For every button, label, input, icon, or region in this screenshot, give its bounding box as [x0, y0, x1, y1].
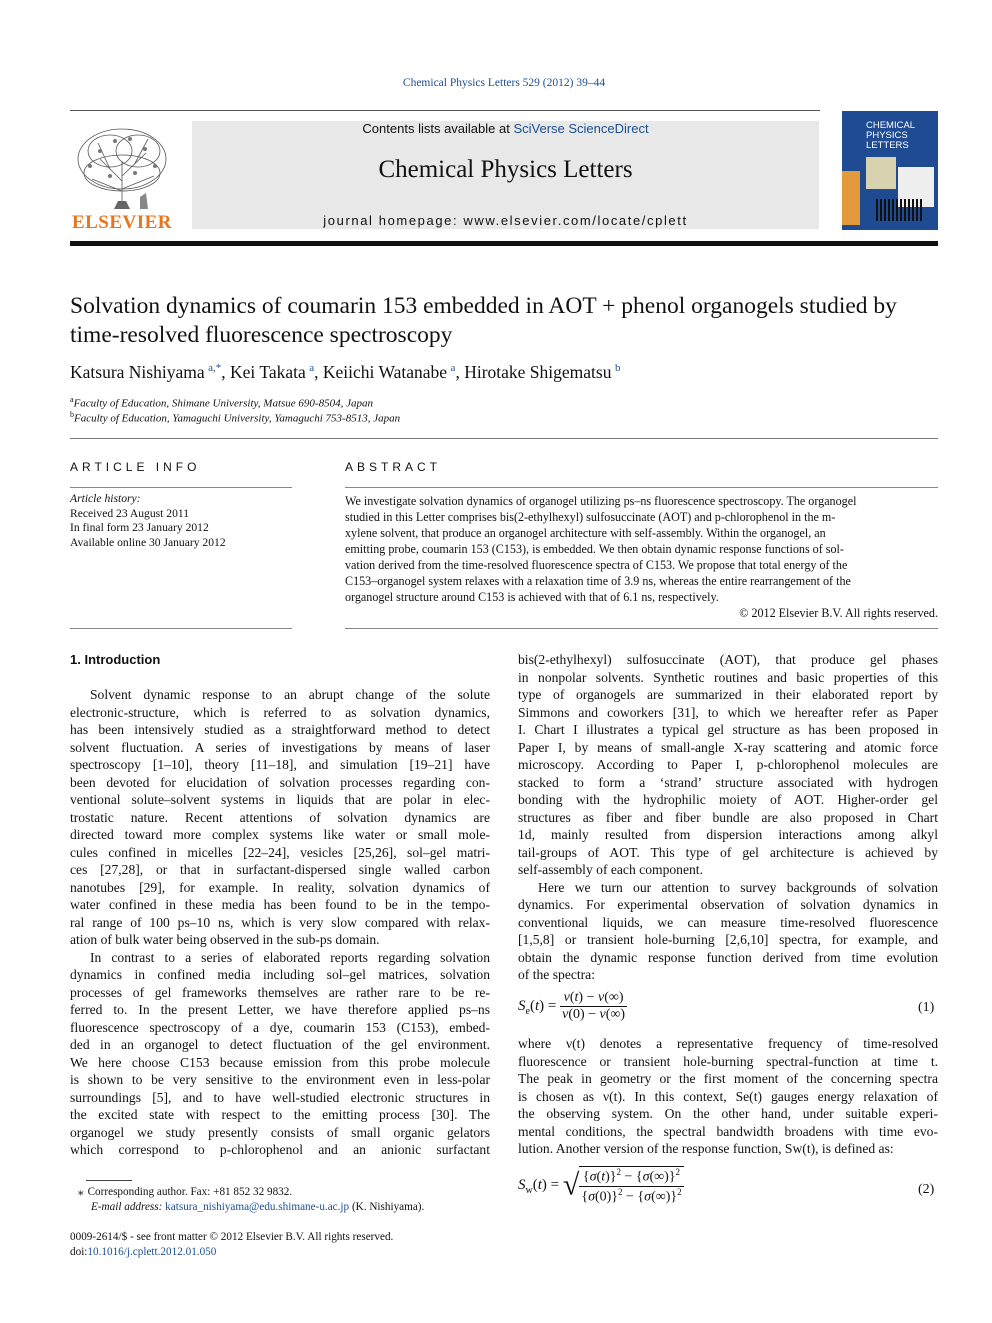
abstract-bottom-rule — [345, 628, 938, 629]
equation-1: $S_e(t)$ = $\frac{\nu(t) - \nu(\infty)}{\nu(0) - \nu(\infty)}$ — [518, 990, 626, 1022]
body-text-line: ral range of 100 ps–10 ns, which is very slow compared with relax- — [70, 914, 490, 930]
affiliation-text: Faculty of Education, Shimane University, Matsue 690-8504, Japan — [73, 397, 373, 410]
doi-link[interactable]: 10.1016/j.cplett.2012.01.050 — [87, 1246, 217, 1258]
body-text-line: which correspond to p-chlorophenol and an anionic surfactant — [70, 1142, 490, 1157]
body-text-line: ation of bulk water being observed in the sub-ps domain. — [70, 932, 380, 947]
body-text-line: the observing system. On the other hand, under suitable experi- — [518, 1106, 938, 1121]
header-rule — [70, 241, 938, 246]
body-text-line: surroundings [5], and to have well-studied electronic structures in — [70, 1089, 490, 1105]
body-text-line: has been intensively studied as a straightforward method to detect — [70, 722, 490, 737]
author-affil-sup[interactable]: a,* — [208, 362, 222, 375]
body-text-line: the excited state with respect to the emitting process [30]. The — [70, 1107, 490, 1122]
journal-reference[interactable]: Chemical Physics Letters 529 (2012) 39–44 — [402, 77, 606, 89]
article-history — [70, 492, 226, 550]
body-text-line: ces [27,28], or that in surfactant-dispersed single walled carbon — [70, 862, 490, 877]
abstract-copyright: © 2012 Elsevier B.V. All rights reserved. — [739, 606, 938, 620]
abstract-text — [345, 493, 938, 621]
body-text-line: Solvent dynamic response to an abrupt change of the solute — [90, 687, 490, 702]
affiliation — [70, 395, 373, 410]
abstract-line: C153–organogel system relaxes with a relaxation time of 3.9 ns, whereas the entire rearrangement of the — [345, 574, 851, 588]
footnote-email — [91, 1200, 424, 1215]
corresponding-text: Corresponding author. Fax: +81 852 32 9832. — [87, 1186, 293, 1198]
body-text-line: nanotubes [29], for example. In reality, solvation dynamics of — [70, 879, 490, 895]
body-text-line: In contrast to a series of elaborated reports regarding solvation — [90, 949, 490, 965]
body-text-line: in nonpolar solvents. Synthetic routines and basic properties of this — [518, 669, 938, 685]
body-text-line: Here we turn our attention to survey backgrounds of solvation — [538, 879, 938, 895]
journal-title: Chemical Physics Letters — [378, 156, 633, 183]
body-text-line: ded in an organogel to detect fluctuation of the gel environment. — [70, 1037, 490, 1052]
body-text-line: electronic-structure, which is referred to as solvation dynamics, — [70, 704, 490, 720]
intro-right-column-b — [518, 1035, 938, 1158]
abstract-heading: ABSTRACT — [345, 460, 442, 474]
contents-line — [192, 121, 819, 136]
affiliation-text: Faculty of Education, Yamaguchi University, Yamaguchi 753-8513, Japan — [74, 412, 401, 425]
equation-2: $S_w(t)$ = √ $\frac{\{\sigma(t)\}^2 - \{\sigma(\infty)\}^2}{\{\sigma(0)\}^2 - \{\sigma(\infty)\}^2}$ — [518, 1167, 682, 1205]
affiliation — [70, 410, 400, 425]
doi-label: doi: — [70, 1246, 88, 1258]
body-text-line: cules confined in micelles [22–24], vesicles [25,26], sol–gel matri- — [70, 844, 490, 860]
author-affil-sup[interactable]: a — [309, 362, 315, 375]
body-text-line: solvent fluctuation. A series of investigations by means of laser — [70, 739, 490, 755]
body-text-line: Simmons and coworkers [31], to which we hereafter refer as Paper — [518, 704, 938, 720]
body-text-line: structures as fiber and fiber bundle are also proposed in Chart — [518, 809, 938, 825]
body-text-line: microscopy. According to Paper I, p-chlorophenol molecules are — [518, 757, 938, 772]
cover-title-line: CHEMICAL — [866, 120, 916, 131]
email-label: E-mail address: — [91, 1201, 163, 1213]
eq1-fraction: $\frac{\nu(t) - \nu(\infty)}{\nu(0) - \nu(\infty)}$ — [562, 990, 626, 1022]
body-text-line: mental conditions, the spectral bandwidth broadens with time evo- — [518, 1123, 938, 1139]
history-received: Received 23 August 2011 — [70, 506, 190, 520]
equation-1-number: (1) — [918, 1000, 935, 1015]
abstract-line: emitting probe, coumarin 153 (C153), is embedded. We then obtain dynamic response functions of sol- — [345, 542, 844, 556]
author-name: Katsura Nishiyama — [70, 362, 205, 382]
body-text-line: where ν(t) denotes a representative frequency of time-resolved — [518, 1036, 938, 1051]
history-online: Available online 30 January 2012 — [70, 535, 226, 549]
author-affil-sup[interactable]: a — [450, 362, 456, 375]
body-text-line: organogel we study presently consists of small organic gelators — [70, 1124, 490, 1140]
article-title: Solvation dynamics of coumarin 153 embedded in AOT + phenol organogels studied by time-resolved fluorescence spectroscopy — [70, 293, 897, 348]
doi-line — [70, 1245, 216, 1260]
email-link[interactable]: katsura_nishiyama@edu.shimane-u.ac.jp — [165, 1201, 350, 1213]
intro-left-column — [70, 686, 490, 1159]
author-name: Hirotake Shigematsu — [464, 362, 612, 382]
body-text-line: directed toward more complex systems like water or small mole- — [70, 827, 490, 842]
body-text-line: dynamics. For experimental observation of solvation dynamics in — [518, 897, 938, 912]
abstract-line: organogel structure around C153 is achieved with that of 6.1 ns, respectively. — [345, 590, 719, 604]
affiliation-sup: a — [70, 395, 74, 404]
body-text-line: bis(2-ethylhexyl) sulfosuccinate (AOT), that produce gel phases — [518, 652, 938, 667]
body-text-line: I. Chart I illustrates a typical gel structure as has been proposed in — [518, 722, 938, 737]
body-text-line: fluorescence or transient hole-burning spectral-function at time t. — [518, 1053, 938, 1069]
author-name: Keiichi Watanabe — [322, 362, 448, 382]
body-text-line: ferred to. In the present Letter, we have therefore applied ps–ns — [70, 1002, 490, 1017]
intro-heading: 1. Introduction — [70, 652, 161, 667]
body-text-line: lution. Another version of the response function, Sw(t), is defined as: — [518, 1141, 894, 1156]
footnote-rule — [86, 1180, 132, 1181]
body-text-line: is chosen as ν(t). In this context, Se(t) gauges energy relaxation of — [518, 1088, 938, 1104]
issn-line: 0009-2614/$ - see front matter © 2012 Elsevier B.V. All rights reserved. — [70, 1231, 394, 1243]
top-rule — [70, 110, 820, 111]
body-text-line: Paper I, by means of small-angle X-ray scattering and atomic force — [518, 739, 938, 755]
body-text-line: obtain the dynamic response function derived from time evolution — [518, 949, 938, 965]
journal-homepage[interactable]: journal homepage: www.elsevier.com/locate/cplett — [323, 213, 688, 228]
body-text-line: trostatic nature. Recent attentions of solvation dynamics are — [70, 809, 490, 825]
eq2-fraction: $\frac{\{\sigma(t)\}^2 - \{\sigma(\infty)\}^2}{\{\sigma(0)\}^2 - \{\sigma(\infty)\}^2}$ — [581, 1167, 682, 1205]
author-list: Katsura Nishiyama $^{a,*}$, Kei Takata $^a$, Keiichi Watanabe $^a$, Hirotake Shigematsu $^b$ — [70, 362, 621, 382]
body-text-line: been devoted for elucidation of solvation processes regarding con- — [70, 774, 490, 790]
body-text-line: type of organogels are summarized in their elaborated report by — [518, 687, 938, 702]
body-text-line: conventional liquids, we can measure time-resolved fluorescence — [518, 914, 938, 930]
body-text-line: water confined in these media has been found to be in the tempo- — [70, 897, 490, 912]
affiliation-sup: b — [70, 410, 74, 419]
body-text-line: of the spectra: — [518, 967, 595, 982]
cover-graphic — [842, 111, 938, 230]
body-text-line: is shown to be very sensitive to the environment even in less-polar — [70, 1072, 490, 1087]
body-text-line: ventional solute–solvent systems in liquids that are polar in elec- — [70, 792, 490, 807]
body-text-line: fluorescence spectroscopy of a dye, coumarin 153 (C153), embed- — [70, 1019, 490, 1035]
abstract-line: xylene solvent, that produce an organogel architecture with self-assembly. Within the organogel, an — [345, 526, 826, 540]
article-info-heading: ARTICLE INFO — [70, 460, 201, 474]
body-text-line: bonding with the hydrophilic moiety of AOT. Higher-order gel — [518, 792, 938, 807]
abstract-line: vation derived from the time-resolved fluorescence spectra of C153. We propose that total energy of the — [345, 558, 848, 572]
footnote-corresponding: ⁎ Corresponding author. Fax: +81 852 32 9832. — [78, 1186, 293, 1198]
body-text-line: [1,5,8] or transient hole-burning [2,6,10] spectra, for example, and — [518, 932, 938, 947]
sciencedirect-link[interactable]: SciVerse ScienceDirect — [513, 121, 649, 136]
email-suffix: (K. Nishiyama). — [351, 1201, 425, 1213]
author-name: Kei Takata — [230, 362, 306, 382]
journal-cover — [842, 111, 938, 230]
body-text-line: spectroscopy [1–10], theory [11–18], and simulation [19–21] have — [70, 757, 490, 772]
section-rule — [70, 438, 938, 439]
cover-title-line: LETTERS — [866, 140, 909, 151]
body-text-line: The peak in geometry or the first moment of the concerning spectra — [518, 1071, 938, 1086]
abstract-line: studied in this Letter comprises bis(2-ethylhexyl) sulfosuccinate (AOT) and p-chlorophenol in the m- — [345, 510, 836, 524]
history-label: Article history: — [70, 492, 141, 505]
article-info-rule — [70, 487, 292, 488]
equation-2-number: (2) — [918, 1182, 935, 1197]
author-affil-sup[interactable]: b — [614, 362, 621, 375]
body-text-line: 1d, mainly resulted from dispersion interactions among alkyl — [518, 827, 938, 842]
cover-title-line: PHYSICS — [866, 130, 908, 141]
body-text-line: self-assembly of each component. — [518, 862, 703, 877]
abstract-line: We investigate solvation dynamics of organogel utilizing ps–ns fluorescence spectroscopy. The organogel — [345, 494, 857, 508]
body-text-line: We here choose C153 because emission from this probe molecule — [70, 1054, 490, 1070]
publisher-wordmark: ELSEVIER — [71, 212, 173, 233]
abstract-rule — [345, 487, 938, 488]
contents-prefix: Contents lists available at — [362, 121, 514, 136]
body-text-line: stacked to form a ‘strand’ structure associated with hydrogen — [518, 774, 938, 790]
history-final-form: In final form 23 January 2012 — [70, 521, 209, 534]
body-text-line: dynamics in confined media including sol–gel matrices, solvation — [70, 967, 490, 982]
intro-right-column-a — [518, 651, 938, 984]
body-text-line: tail-groups of AOT. This type of gel architecture is achieved by — [518, 844, 938, 860]
body-text-line: processes of gel frameworks themselves are rather rare to be re- — [70, 984, 490, 1000]
article-info-bottom-rule — [70, 628, 292, 629]
